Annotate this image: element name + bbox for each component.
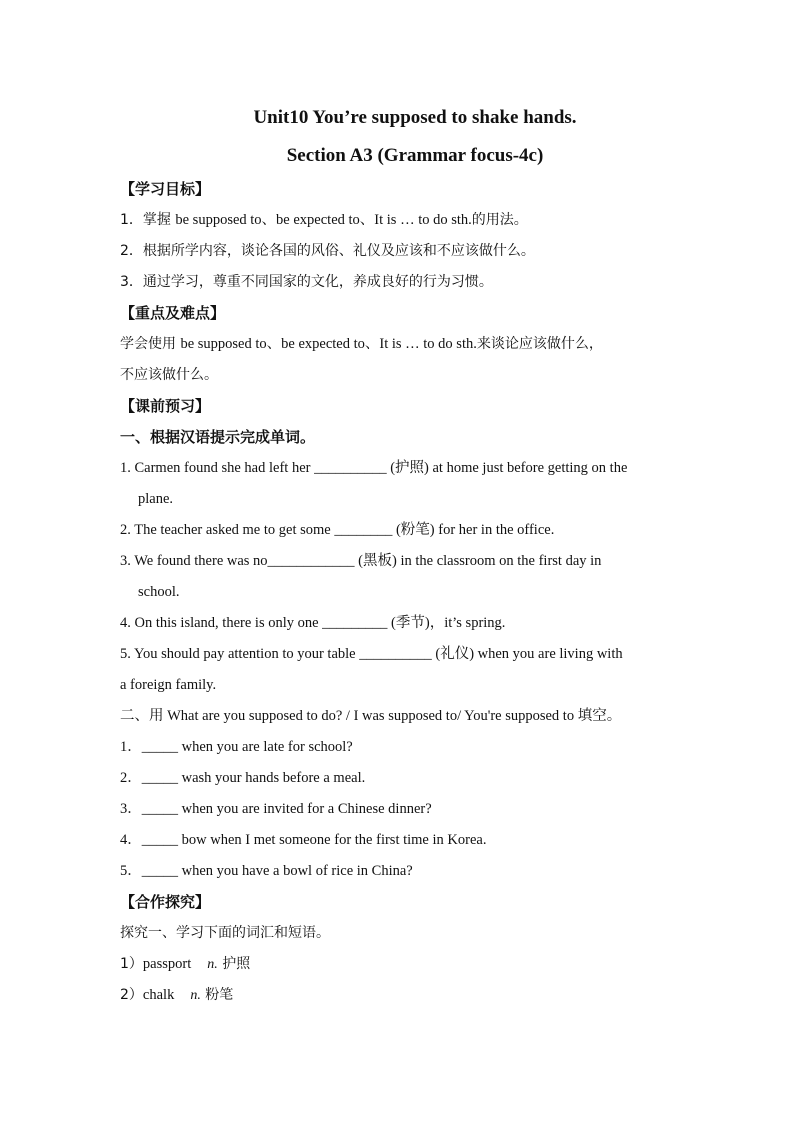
vocab-word: chalk (142, 987, 175, 1003)
fill-number: 3． (120, 801, 142, 817)
exercise-question: 1. Carmen found she had left her __________ (护照) at home just before getting on the (120, 460, 628, 476)
document-subtitle: Section A3 (Grammar focus-4c) (286, 145, 544, 166)
objective-text: 的用法。 (471, 212, 528, 228)
fill-item (120, 732, 676, 763)
key-points-text (120, 329, 676, 360)
part1-title: 一、根据汉语提示完成单词。 (120, 428, 316, 446)
objective-text: be supposed to、be expected to、It is … to do sth. (175, 212, 472, 228)
exercise-question: 3. We found there was no____________ (黑板) in the classroom on the first day in (120, 553, 602, 569)
exercise-question-cont: school. (138, 584, 180, 600)
vocab-meaning: 粉笔 (205, 987, 234, 1003)
vocab-number: 2） (120, 987, 143, 1003)
exercise-question-cont: plane. (138, 491, 174, 507)
cooperation-heading: 【合作探究】 (120, 893, 211, 911)
vocab-number: 1） (120, 956, 143, 972)
vocab-item (120, 980, 676, 1011)
objective-number: 3． (120, 274, 143, 290)
part2-title: 二、用 What are you supposed to do? / I was supposed to/ You're supposed to 填空。 (120, 708, 622, 724)
objective-item (120, 267, 676, 298)
document-page (120, 100, 676, 1011)
explore-one-title: 探究一、学习下面的词汇和短语。 (120, 925, 330, 941)
fill-number: 5． (120, 863, 142, 879)
objective-number: 2． (120, 243, 143, 259)
exercise-question: 4. On this island, there is only one _________ (季节)，it’s spring. (120, 615, 506, 631)
fill-number: 1． (120, 739, 142, 755)
document-title: Unit10 You’re supposed to shake hands. (253, 107, 577, 128)
key-points-text-part: be supposed to、be expected to、It is … to do sth. (180, 336, 477, 352)
key-points-text-part: 学会使用 (120, 336, 176, 352)
exercise-question: 5. You should pay attention to your table __________ (礼仪) when you are living with (120, 646, 623, 662)
fill-text: _____ when you have a bowl of rice in China? (141, 863, 413, 879)
fill-text: _____ when you are late for school? (141, 739, 353, 755)
fill-number: 4． (120, 832, 142, 848)
objective-text: 根据所学内容，谈论各国的风俗、礼仪及应该和不应该做什么。 (142, 243, 535, 259)
objectives-heading: 【学习目标】 (120, 180, 211, 198)
fill-item (120, 794, 676, 825)
fill-number: 2． (120, 770, 142, 786)
key-points-text: 不应该做什么。 (120, 367, 218, 383)
objective-text: 通过学习，尊重不同国家的文化，养成良好的行为习惯。 (142, 274, 493, 290)
vocab-pos: n. (190, 988, 201, 1003)
objective-item (120, 205, 676, 236)
vocab-item (120, 949, 676, 980)
fill-text: _____ when you are invited for a Chinese dinner? (141, 801, 432, 817)
key-points-text-part: 来谈论应该做什么， (476, 336, 603, 352)
objective-item (120, 236, 676, 267)
preview-heading: 【课前预习】 (120, 397, 211, 415)
fill-text: _____ bow when I met someone for the first time in Korea. (141, 832, 487, 848)
key-points-heading: 【重点及难点】 (120, 304, 226, 322)
objective-number: 1． (120, 212, 143, 228)
fill-text: _____ wash your hands before a meal. (141, 770, 366, 786)
objective-text: 掌握 (142, 212, 171, 228)
fill-item (120, 825, 676, 856)
exercise-question-cont: a foreign family. (120, 677, 217, 693)
exercise-question: 2. The teacher asked me to get some ________ (粉笔) for her in the office. (120, 522, 555, 538)
vocab-meaning: 护照 (222, 956, 251, 972)
vocab-pos: n. (207, 957, 218, 972)
fill-item (120, 763, 676, 794)
fill-item (120, 856, 676, 887)
vocab-word: passport (142, 956, 192, 972)
